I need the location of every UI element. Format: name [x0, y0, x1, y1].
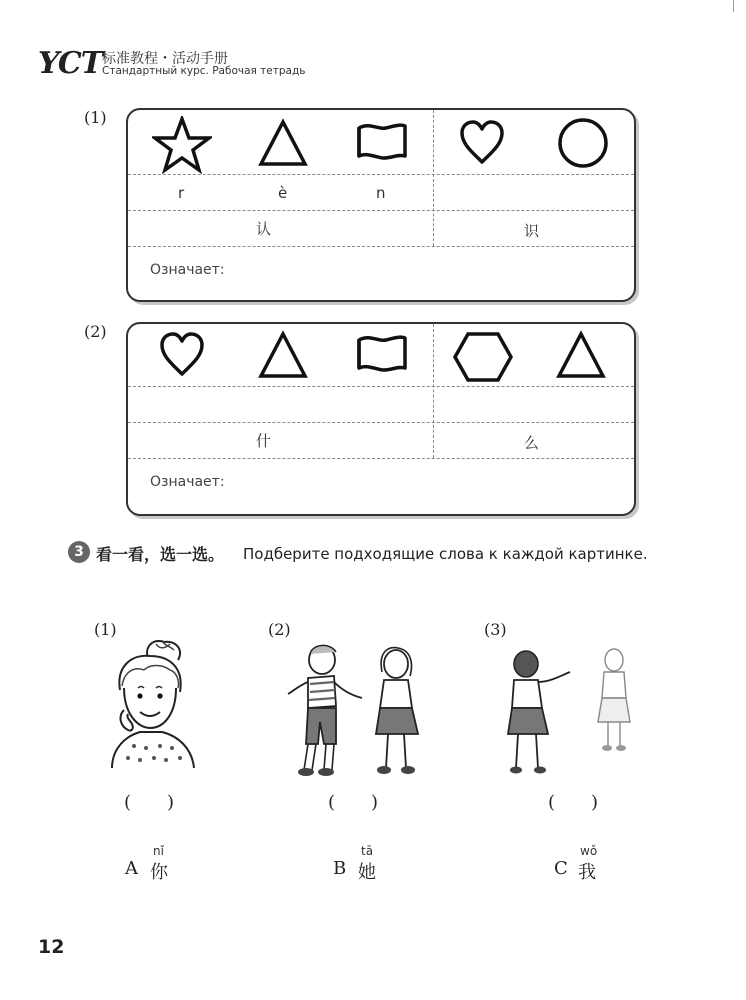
column-divider: [433, 110, 434, 246]
girl-pointing-self-illustration: [104, 636, 200, 774]
option-letter: C: [554, 858, 568, 879]
heart-icon: [158, 330, 206, 378]
answer-blank[interactable]: ( ): [328, 792, 379, 813]
star-icon: [152, 116, 212, 174]
hexagon-icon: [452, 330, 514, 384]
option-pinyin: wǒ: [580, 844, 598, 858]
picture-number: (2): [268, 620, 291, 639]
row-divider: [128, 174, 634, 175]
meaning-label: Означает:: [150, 474, 225, 490]
exercise-number: (1): [84, 108, 107, 127]
triangle-icon: [258, 330, 308, 380]
crop-mark: [733, 0, 734, 12]
girl-pointing-other-girl-illustration: [504, 646, 634, 780]
book-title-cn: 标准教程・活动手册: [102, 51, 228, 67]
triangle-icon: [556, 330, 606, 380]
option-letter: B: [333, 858, 347, 879]
pinyin-letter: r: [178, 184, 185, 202]
row-divider: [128, 386, 634, 387]
exercise-number: (2): [84, 322, 107, 341]
section-number-badge: 3: [68, 541, 90, 563]
option-pinyin: tā: [361, 844, 374, 858]
section-instruction-ru: Подберите подходящие слова к каждой картинке.: [243, 545, 648, 563]
flag-icon: [356, 334, 408, 376]
section-title-cn: 看一看，选一选。: [96, 545, 225, 564]
flag-icon: [356, 122, 408, 164]
circle-icon: [556, 116, 610, 170]
chinese-character: 认: [256, 220, 272, 238]
book-title-ru: Стандартный курс. Рабочая тетрадь: [102, 65, 306, 77]
pinyin-letter: n: [376, 184, 386, 202]
option-character: 你: [150, 862, 168, 883]
row-divider: [128, 246, 634, 247]
chinese-character: 么: [524, 434, 540, 452]
answer-blank[interactable]: ( ): [124, 792, 175, 813]
page-number: 12: [38, 936, 65, 958]
boy-pointing-girl-illustration: [280, 642, 430, 784]
picture-number: (3): [484, 620, 507, 639]
yct-logo: YCT: [38, 46, 103, 81]
option-letter: A: [125, 858, 138, 879]
row-divider: [128, 458, 634, 459]
meaning-label: Означает:: [150, 262, 225, 278]
heart-icon: [458, 118, 506, 166]
answer-blank[interactable]: ( ): [548, 792, 599, 813]
option-character: 我: [578, 862, 596, 883]
pinyin-letter: è: [278, 184, 288, 202]
chinese-character: 什: [256, 432, 272, 450]
row-divider: [128, 210, 634, 211]
character-card-1: [126, 108, 636, 302]
option-character: 她: [358, 862, 376, 883]
character-card-2: [126, 322, 636, 516]
column-divider: [433, 324, 434, 458]
chinese-character: 识: [524, 222, 540, 240]
row-divider: [128, 422, 634, 423]
triangle-icon: [258, 118, 308, 168]
option-pinyin: nǐ: [153, 844, 164, 858]
picture-number: (1): [94, 620, 117, 639]
